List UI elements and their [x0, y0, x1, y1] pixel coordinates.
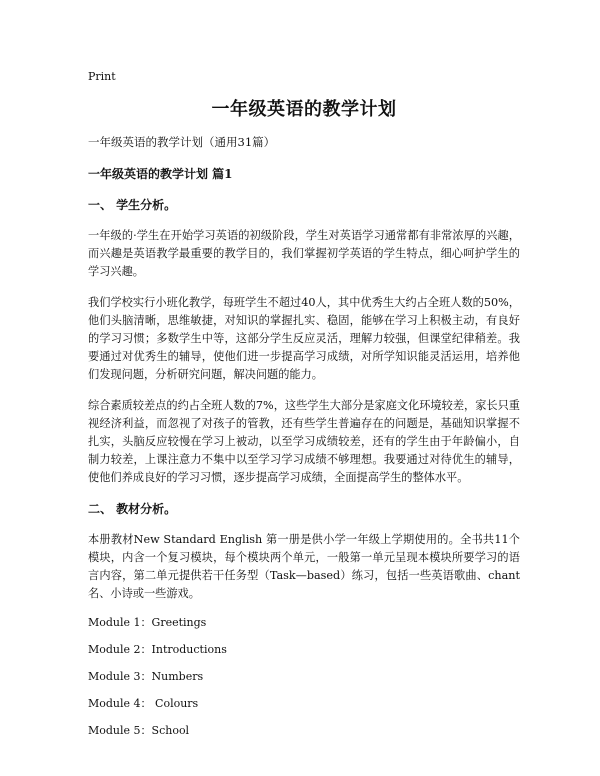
section-heading-textbook-analysis: 二、 教材分析。: [88, 502, 177, 516]
module-item: Module 3：Numbers: [88, 670, 204, 683]
document-title: 一年级英语的教学计划: [211, 99, 397, 120]
module-list: [88, 616, 520, 738]
section-heading-student-analysis: 一、 学生分析。: [88, 198, 177, 212]
article-heading: 一年级英语的教学计划 篇1: [88, 167, 233, 181]
module-item: Module 5：School: [88, 724, 190, 737]
document-subtitle: 一年级英语的教学计划（通用31篇）: [88, 135, 276, 149]
module-item: Module 4： Colours: [88, 697, 199, 710]
paragraph-textbook: 本册教材New Standard English 第一册是供小学一年级上学期使用的。全书共11个模块，内含一个复习模块，每个模块两个单元，一般第一单元呈现本模块所要学习的语言内容，第二单元提供若干任务型（Task—based）练习，包括一些英语歌曲、chant名、小诗或一些游戏。: [88, 533, 520, 600]
paragraph-class-composition: 我们学校实行小班化教学，每班学生不超过40人，其中优秀生大约占全班人数的50%，他们头脑清晰，思维敏捷，对知识的掌握扎实、稳固，能够在学习上积极主动，有良好的学习习惯；多数学生中等，这部分学生反应灵活，理解力较强，但课堂纪律稍差。我要通过对优秀生的辅导，使他们进一步提高学习成绩，对所学知识能灵活运用，培养他们发现问题，分析研究问题，解决问题的能力。: [88, 296, 520, 381]
module-item: Module 1：Greetings: [88, 616, 207, 629]
paragraph-weak-students: 综合素质较差点的约占全班人数的7%，这些学生大部分是家庭文化环境较差，家长只重视经济利益，而忽视了对孩子的管教，还有些学生普遍存在的问题是，基础知识掌握不扎实，头脑反应较慢在学习上被动，以至学习成绩较差，还有的学生由于年龄偏小，自制力较差，上课注意力不集中以至学习学习成绩不够理想。我要通过对待优生的辅导，使他们养成良好的学习习惯，逐步提高学习成绩，全面提高学生的整体水平。: [88, 399, 520, 484]
paragraph-student-interest: 一年级的·学生在开始学习英语的初级阶段，学生对英语学习通常都有非常浓厚的兴趣，而兴趣是英语教学最重要的教学目的，我们掌握初学英语的学生特点，细心呵护学生的学习兴趣。: [88, 229, 520, 278]
module-item: Module 2：Introductions: [88, 643, 227, 656]
print-label[interactable]: Print: [88, 70, 116, 83]
document-page: [88, 70, 520, 751]
